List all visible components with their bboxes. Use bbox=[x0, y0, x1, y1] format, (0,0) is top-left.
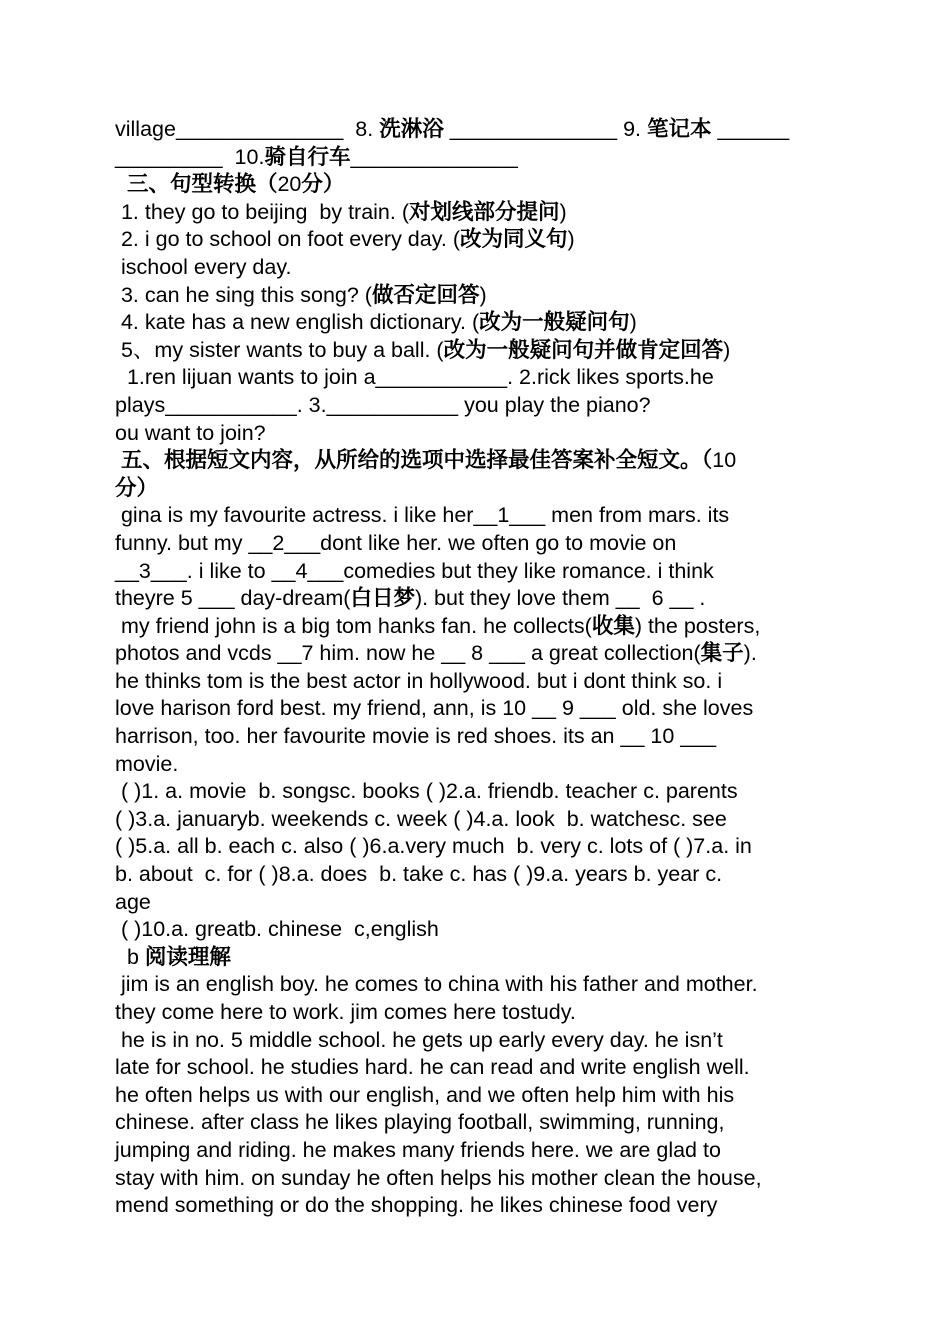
text-line bbox=[115, 1027, 837, 1055]
text-line bbox=[115, 502, 837, 530]
text-line bbox=[115, 889, 837, 917]
text-line bbox=[115, 861, 837, 889]
text-segment: 1. they go to beijing by train. ( bbox=[115, 199, 409, 224]
text-segment: jumping and riding. he makes many friends here. we are glad to bbox=[115, 1137, 721, 1162]
text-segment: ( )10.a. greatb. chinese c,english bbox=[115, 917, 439, 942]
bold-text-segment: 骑自行车 bbox=[264, 144, 351, 169]
text-segment: mend something or do the shopping. he likes chinese food very bbox=[115, 1193, 718, 1218]
text-line bbox=[115, 171, 837, 199]
text-line bbox=[115, 1137, 837, 1165]
text-segment: jim is an english boy. he comes to china with his father and mother. bbox=[115, 972, 758, 997]
text-line bbox=[115, 971, 837, 999]
text-line bbox=[115, 254, 837, 282]
text-segment: ) bbox=[479, 282, 487, 307]
text-line bbox=[115, 999, 837, 1027]
text-segment: 2. i go to school on foot every day. ( bbox=[115, 227, 460, 252]
bold-text-segment: 对划线部分提问 bbox=[409, 199, 560, 224]
text-segment: he is in no. 5 middle school. he gets up early every day. he isn’t bbox=[115, 1027, 723, 1052]
bold-text-segment: 洗淋浴 bbox=[379, 117, 444, 141]
text-segment: ) bbox=[559, 199, 567, 224]
bold-text-segment: 笔记本 bbox=[647, 117, 712, 141]
text-line bbox=[115, 1109, 837, 1137]
text-segment: they come here to work. jim comes here tostudy. bbox=[115, 1000, 576, 1024]
text-segment: gina is my favourite actress. i like her__1___ men from mars. its bbox=[115, 503, 730, 528]
text-line bbox=[115, 420, 837, 448]
text-segment: ou want to join? bbox=[115, 420, 266, 445]
text-line bbox=[115, 558, 837, 586]
text-segment: ) the posters, bbox=[634, 613, 761, 638]
text-segment: 10 bbox=[712, 448, 737, 473]
text-line bbox=[115, 1192, 837, 1220]
text-line bbox=[115, 1082, 837, 1110]
text-line bbox=[115, 723, 837, 751]
text-segment: funny. but my __2___dont like her. we often go to movie on bbox=[115, 530, 677, 555]
text-line bbox=[115, 447, 837, 475]
bold-text-segment: 白日梦 bbox=[350, 586, 415, 611]
text-segment: photos and vcds __7 him. now he __ 8 ___ a great collection( bbox=[115, 641, 701, 666]
text-line bbox=[115, 833, 837, 861]
text-segment: b bbox=[115, 944, 145, 969]
text-segment: ) bbox=[723, 337, 731, 362]
text-segment: theyre 5 ___ day-dream( bbox=[115, 586, 351, 611]
text-line bbox=[115, 144, 837, 172]
text-line bbox=[115, 199, 837, 227]
text-segment: ______ bbox=[711, 117, 790, 141]
text-segment: love harison ford best. my friend, ann, is 10 __ 9 ___ old. she loves bbox=[115, 696, 754, 721]
bold-text-segment: 五、根据短文内容，从所给的选项中选择最佳答案补全短文。（ bbox=[115, 448, 713, 473]
bold-text-segment: 改为一般疑问句并做肯定回答 bbox=[443, 337, 724, 362]
text-segment: ______________ bbox=[350, 144, 518, 169]
text-segment: b. about c. for ( )8.a. does b. take c. has ( )9.a. years b. year c. bbox=[115, 862, 723, 887]
text-segment: _________ 10. bbox=[115, 144, 265, 169]
text-line bbox=[115, 916, 837, 944]
text-line bbox=[115, 1054, 837, 1082]
text-segment: harrison, too. her favourite movie is red shoes. its an __ 10 ___ bbox=[115, 724, 717, 749]
text-segment: age bbox=[115, 889, 151, 914]
text-segment: ) bbox=[629, 310, 637, 335]
text-line bbox=[115, 778, 837, 806]
text-segment: ). but they love them __ 6 __ . bbox=[414, 586, 706, 611]
text-segment: he thinks tom is the best actor in hollywood. but i dont think so. i bbox=[115, 668, 723, 693]
bold-text-segment: 改为一般疑问句 bbox=[479, 310, 630, 335]
text-line bbox=[115, 668, 837, 696]
text-line bbox=[115, 585, 837, 613]
text-segment: plays___________. 3.___________ you play the piano? bbox=[115, 392, 651, 417]
document-text bbox=[115, 116, 837, 1220]
text-line bbox=[115, 392, 837, 420]
text-segment: he often helps us with our english, and we often help him with his bbox=[115, 1082, 735, 1107]
bold-text-segment: 分） bbox=[301, 172, 345, 197]
bold-text-segment: 做否定回答 bbox=[371, 282, 480, 307]
text-line bbox=[115, 226, 837, 254]
bold-text-segment: 集子 bbox=[700, 641, 744, 666]
bold-text-segment: 收集 bbox=[591, 613, 635, 638]
text-segment: 5、my sister wants to buy a ball. ( bbox=[115, 337, 444, 362]
text-line bbox=[115, 751, 837, 779]
text-segment: ) bbox=[567, 227, 575, 252]
text-line bbox=[115, 116, 837, 144]
text-line bbox=[115, 640, 837, 668]
bold-text-segment: 阅读理解 bbox=[144, 944, 231, 969]
text-line bbox=[115, 806, 837, 834]
text-segment: my friend john is a big tom hanks fan. he collects( bbox=[115, 613, 592, 638]
bold-text-segment: 三、句型转换（ bbox=[115, 172, 278, 197]
text-segment: ischool every day. bbox=[115, 254, 292, 279]
text-segment: ). bbox=[743, 641, 757, 666]
text-line bbox=[115, 944, 837, 972]
text-segment: village______________ 8. bbox=[115, 117, 380, 141]
text-line bbox=[115, 337, 837, 365]
text-segment: movie. bbox=[115, 751, 179, 776]
text-line bbox=[115, 309, 837, 337]
text-line bbox=[115, 282, 837, 310]
text-line bbox=[115, 530, 837, 558]
text-segment: __3___. i like to __4___comedies but they like romance. i think bbox=[115, 558, 714, 583]
text-segment: 20 bbox=[277, 172, 302, 197]
text-segment: 3. can he sing this song? ( bbox=[115, 282, 372, 307]
text-segment: late for school. he studies hard. he can read and write english well. bbox=[115, 1055, 750, 1080]
text-segment: ( )3.a. januaryb. weekends c. week ( )4.a. look b. watchesc. see bbox=[115, 806, 727, 831]
text-line bbox=[115, 475, 837, 503]
text-line bbox=[115, 364, 837, 392]
text-segment: stay with him. on sunday he often helps his mother clean the house, bbox=[115, 1165, 762, 1190]
text-segment: 4. kate has a new english dictionary. ( bbox=[115, 310, 480, 335]
text-line bbox=[115, 1165, 837, 1193]
text-segment: ______________ 9. bbox=[443, 117, 647, 141]
bold-text-segment: 改为同义句 bbox=[460, 227, 568, 252]
text-segment: ( )5.a. all b. each c. also ( )6.a.very much b. very c. lots of ( )7.a. in bbox=[115, 834, 752, 859]
text-segment: ( )1. a. movie b. songsc. books ( )2.a. friendb. teacher c. parents bbox=[115, 779, 738, 804]
text-line bbox=[115, 613, 837, 641]
bold-text-segment: 分） bbox=[115, 475, 159, 500]
text-segment: chinese. after class he likes playing football, swimming, running, bbox=[115, 1110, 725, 1135]
text-line bbox=[115, 695, 837, 723]
text-segment: 1.ren lijuan wants to join a___________. 2.rick likes sports.he bbox=[115, 365, 714, 390]
